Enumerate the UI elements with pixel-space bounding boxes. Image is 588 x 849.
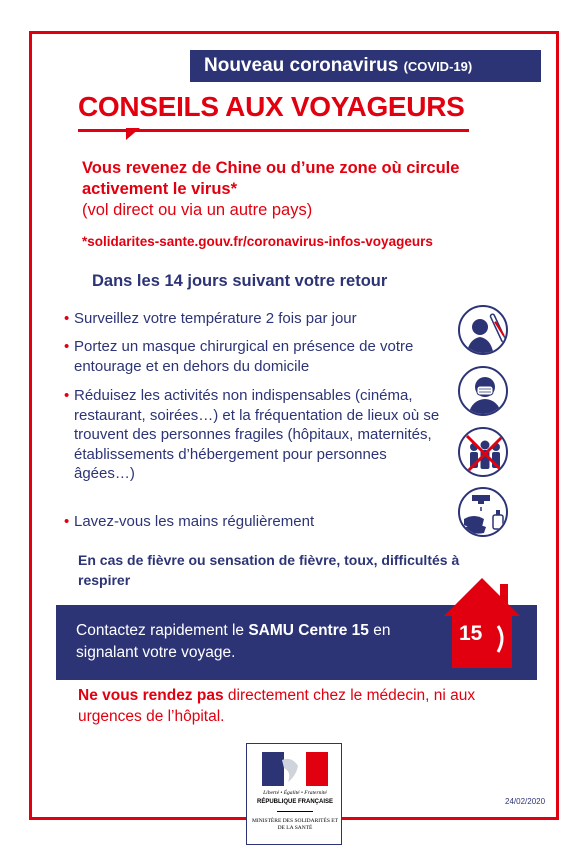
republic-motto: Liberté • Égalité • Fraternité bbox=[263, 790, 327, 796]
bullet-dot: • bbox=[64, 387, 70, 404]
logo-divider bbox=[277, 811, 313, 812]
emergency-number: 15 bbox=[459, 622, 483, 645]
intro-question: Vous revenez de Chine ou d’une zone où circule activement le virus* bbox=[82, 159, 460, 198]
bullet-activities: • Réduisez les activités non indispensables (cinéma, restaurant, soirées…) et la fréquentation de lieux où se trouvent des personnes fragiles (hôpitaux, maternités, établissements d’hébergement pour personnes âgées…) bbox=[64, 387, 440, 482]
bottom-warning: Ne vous rendez pas directement chez le médecin, ni aux urgences de l’hôpital. bbox=[78, 687, 476, 725]
samu-instruction: Contactez rapidement le SAMU Centre 15 en signalant votre voyage. bbox=[76, 622, 391, 661]
bullet-mask: • Portez un masque chirurgical en présence de votre entourage et en dehors du domicile bbox=[64, 338, 414, 375]
section-subhead: Dans les 14 jours suivant votre retour bbox=[92, 272, 388, 290]
header-badge bbox=[190, 50, 541, 82]
handwash-icon bbox=[458, 487, 508, 537]
no-crowd-icon bbox=[458, 427, 508, 477]
samu-centre-name: SAMU Centre 15 bbox=[248, 622, 369, 639]
title-speech-tail bbox=[126, 128, 140, 140]
bullet-dot: • bbox=[64, 310, 70, 327]
publication-date: 24/02/2020 bbox=[505, 797, 546, 806]
bullet-dot: • bbox=[64, 513, 70, 530]
badge-small: (COVID-19) bbox=[403, 59, 473, 74]
bullet-dot: • bbox=[64, 338, 70, 355]
republic-name: RÉPUBLIQUE FRANÇAISE bbox=[256, 799, 333, 805]
bullet-handwash: • Lavez-vous les mains régulièrement bbox=[64, 513, 315, 530]
bullet-temperature: • Surveillez votre température 2 fois par jour bbox=[64, 310, 357, 327]
mask-icon bbox=[458, 366, 508, 416]
intro-question-sub: (vol direct ou via un autre pays) bbox=[82, 201, 313, 219]
thermometer-icon bbox=[458, 305, 508, 355]
page-title: CONSEILS AUX VOYAGEURS bbox=[78, 91, 465, 122]
badge-main: Nouveau coronavirus bbox=[204, 55, 399, 76]
marianne-flag-icon bbox=[262, 752, 328, 786]
info-link[interactable]: *solidarites-sante.gouv.fr/coronavirus-infos-voyageurs bbox=[82, 234, 433, 249]
symptoms-warning: En cas de fièvre ou sensation de fièvre, toux, difficultés à respirer bbox=[78, 552, 460, 588]
ministry-name: MINISTÈRE DES SOLIDARITÉS ET DE LA SANTÉ bbox=[251, 818, 338, 831]
ministry-logo bbox=[246, 743, 342, 845]
